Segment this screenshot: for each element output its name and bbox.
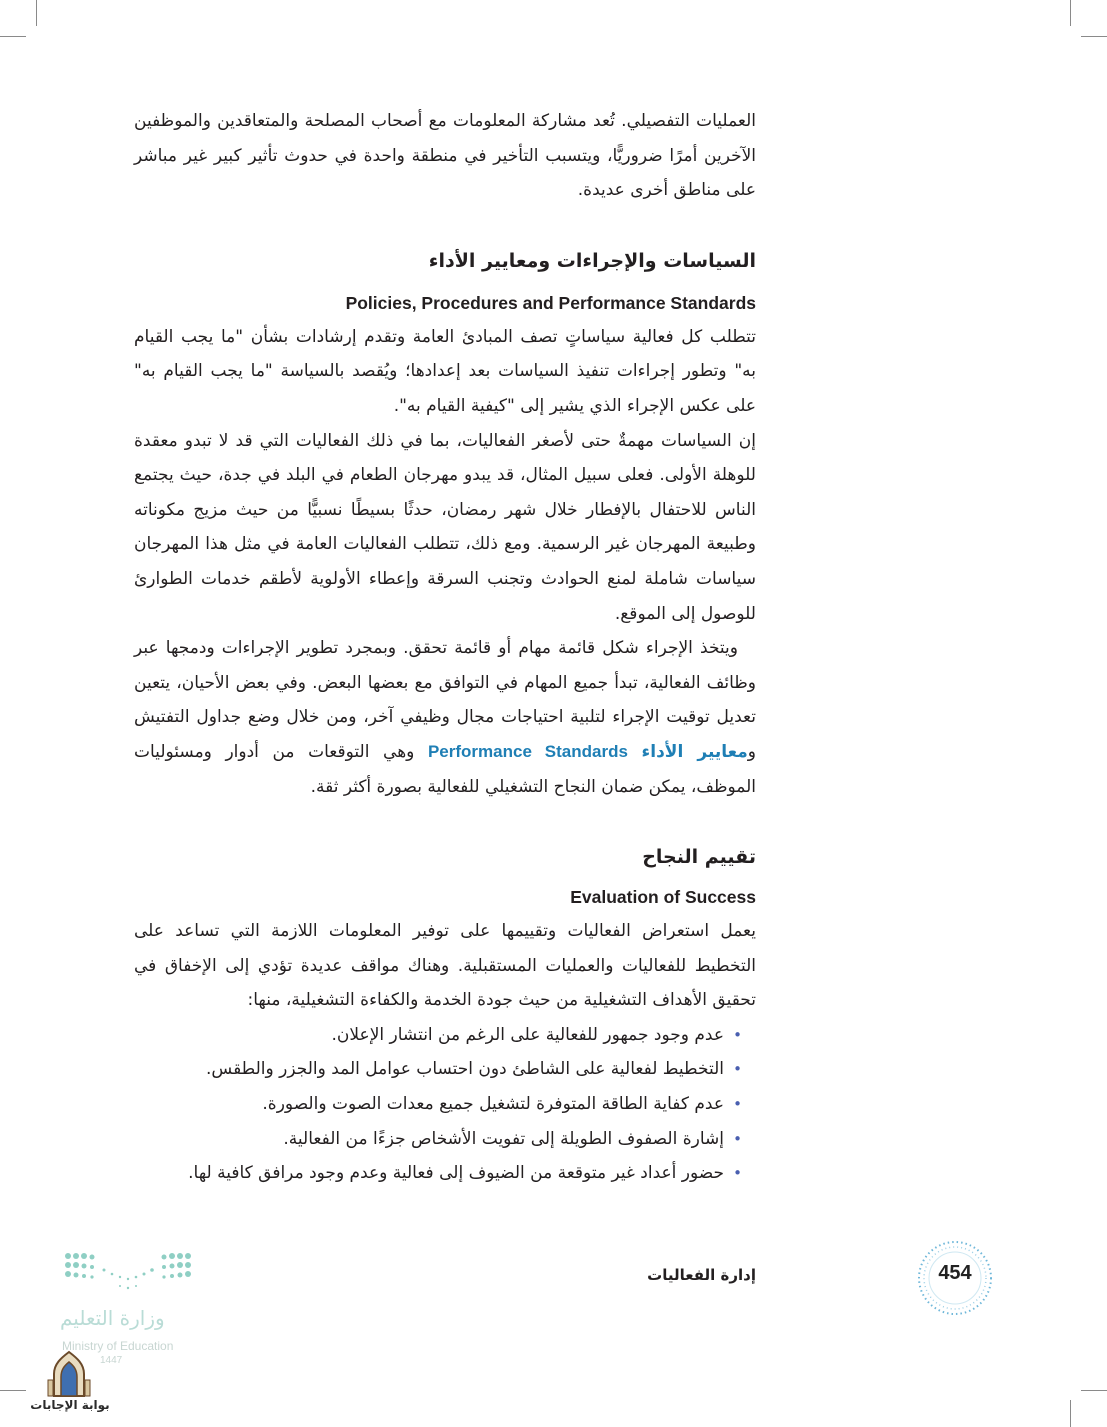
bullet-icon: •	[733, 1025, 742, 1044]
list-item: • حضور أعداد غير متوقعة من الضيوف إلى فعالية وعدم وجود مرافق كافية لها.	[134, 1156, 742, 1191]
gateway-label: بوابة الإجابات	[30, 1398, 110, 1412]
list-item: • عدم كفاية الطاقة المتوفرة لتشغيل جميع معدات الصوت والصورة.	[134, 1087, 742, 1122]
policies-paragraph-2: إن السياسات مهمةٌ حتى لأصغر الفعاليات، بما في ذلك الفعاليات التي قد لا تبدو معقدة للوهلة الأولى. فعلى سبيل المثال، قد يبدو مهرجان الطعام في البلد في جدة، حيث يجتمع الناس للاحتفال بالإفطار خلال شهر رمضان، حدثًا بسيطًا نسبيًّا من حيث مزيج مكوناته وطبيعة المهرجان غير الرسمية. ومع ذلك، تتطلب الفعاليات العامة في مثل هذا المهرجان سياسات شاملة لمنع الحوادث وتجنب السرقة وإعطاء الأولوية لأطقم خدمات الطوارئ للوصول إلى الموقع.	[134, 430, 756, 624]
section-heading-policies: السياسات والإجراءات ومعايير الأداء	[428, 249, 756, 272]
list-item: • التخطيط لفعالية على الشاطئ دون احتساب عوامل المد والجزر والطقس.	[134, 1052, 742, 1087]
list-item: • إشارة الصفوف الطويلة إلى تفويت الأشخاص جزءًا من الفعالية.	[134, 1122, 742, 1157]
intro-paragraph: العمليات التفصيلي. تُعد مشاركة المعلومات مع أصحاب المصلحة والمتعاقدين والموظفين الآخرين أمرًا ضروريًّا، ويتسبب التأخير في منطقة واحدة في حدوث تأثير كبير غير مباشر على مناطق أخرى عديدة.	[134, 111, 756, 201]
section-heading-policies-en: Policies, Procedures and Performance Standards	[345, 292, 756, 313]
bullet-icon: •	[733, 1095, 742, 1114]
crop-mark-bottom-left-h	[0, 1390, 26, 1391]
ministry-name-en: Ministry of Education	[62, 1339, 174, 1353]
crop-mark-bottom-right-v	[1070, 1400, 1071, 1427]
crop-mark-top-left-v	[36, 0, 37, 26]
policies-paragraph-3	[134, 631, 756, 804]
crop-mark-top-right-v	[1070, 0, 1071, 26]
chapter-title: إدارة الفعاليات	[647, 1266, 756, 1284]
page-content	[134, 104, 756, 1191]
section-heading-evaluation-en: Evaluation of Success	[570, 887, 756, 908]
evaluation-paragraph: يعمل استعراض الفعاليات وتقييمها على توفير المعلومات اللازمة التي تساعد على التخطيط للفعاليات والعمليات المستقبلية. وهناك مواقف عديدة تؤدي إلى الإخفاق في تحقيق الأهداف التشغيلية من حيث جودة الخدمة والكفاءة التشغيلية، منها:	[134, 921, 756, 1011]
ministry-logo-icon	[60, 1250, 200, 1300]
section-heading-evaluation: تقييم النجاح	[642, 846, 756, 869]
bullet-icon: •	[733, 1164, 742, 1183]
ministry-year: 1447	[100, 1355, 123, 1366]
mosque-icon	[44, 1350, 94, 1398]
page-number: 454	[938, 1262, 972, 1284]
bullet-icon: •	[733, 1129, 742, 1148]
crop-mark-top-left-h	[0, 36, 26, 37]
policies-paragraph-3-start: ويتخذ الإجراء شكل قائمة مهام أو قائمة تحقق. وبمجرد تطوير الإجراءات ودمجها عبر وظائف الفعالية، تبدأ جميع المهام في التوافق مع بعضها البعض. وفي بعض الأحيان، يتعين تعديل توقيت الإجراء لتلبية احتياجات مجال وظيفي آخر، ومن خلال وضع جداول التفتيش و	[134, 638, 756, 762]
policies-paragraph-3-end: وهي التوقعات من أدوار ومسئوليات الموظف، يمكن ضمان النجاح التشغيلي للفعالية بصورة أكثر ثقة.	[134, 741, 756, 797]
crop-mark-bottom-right-h	[1081, 1390, 1107, 1391]
keyword-performance-standards-ar: معايير الأداء	[641, 741, 748, 762]
list-item: • عدم وجود جمهور للفعالية على الرغم من انتشار الإعلان.	[134, 1018, 742, 1053]
policies-paragraph-1: تتطلب كل فعالية سياساتٍ تصف المبادئ العامة وتقدم إرشادات بشأن "ما يجب القيام به" وتطور إجراءات تنفيذ السياسات بعد إعدادها؛ ويُقصد بالسياسة "ما يجب القيام به" على عكس الإجراء الذي يشير إلى "كيفية القيام به".	[134, 326, 756, 416]
crop-mark-top-right-h	[1081, 36, 1107, 37]
ministry-name-ar: وزارة التعليم	[60, 1306, 165, 1330]
evaluation-bullet-list	[134, 1018, 756, 1191]
bullet-icon: •	[733, 1060, 742, 1079]
keyword-performance-standards-en: Performance Standards	[427, 741, 628, 761]
